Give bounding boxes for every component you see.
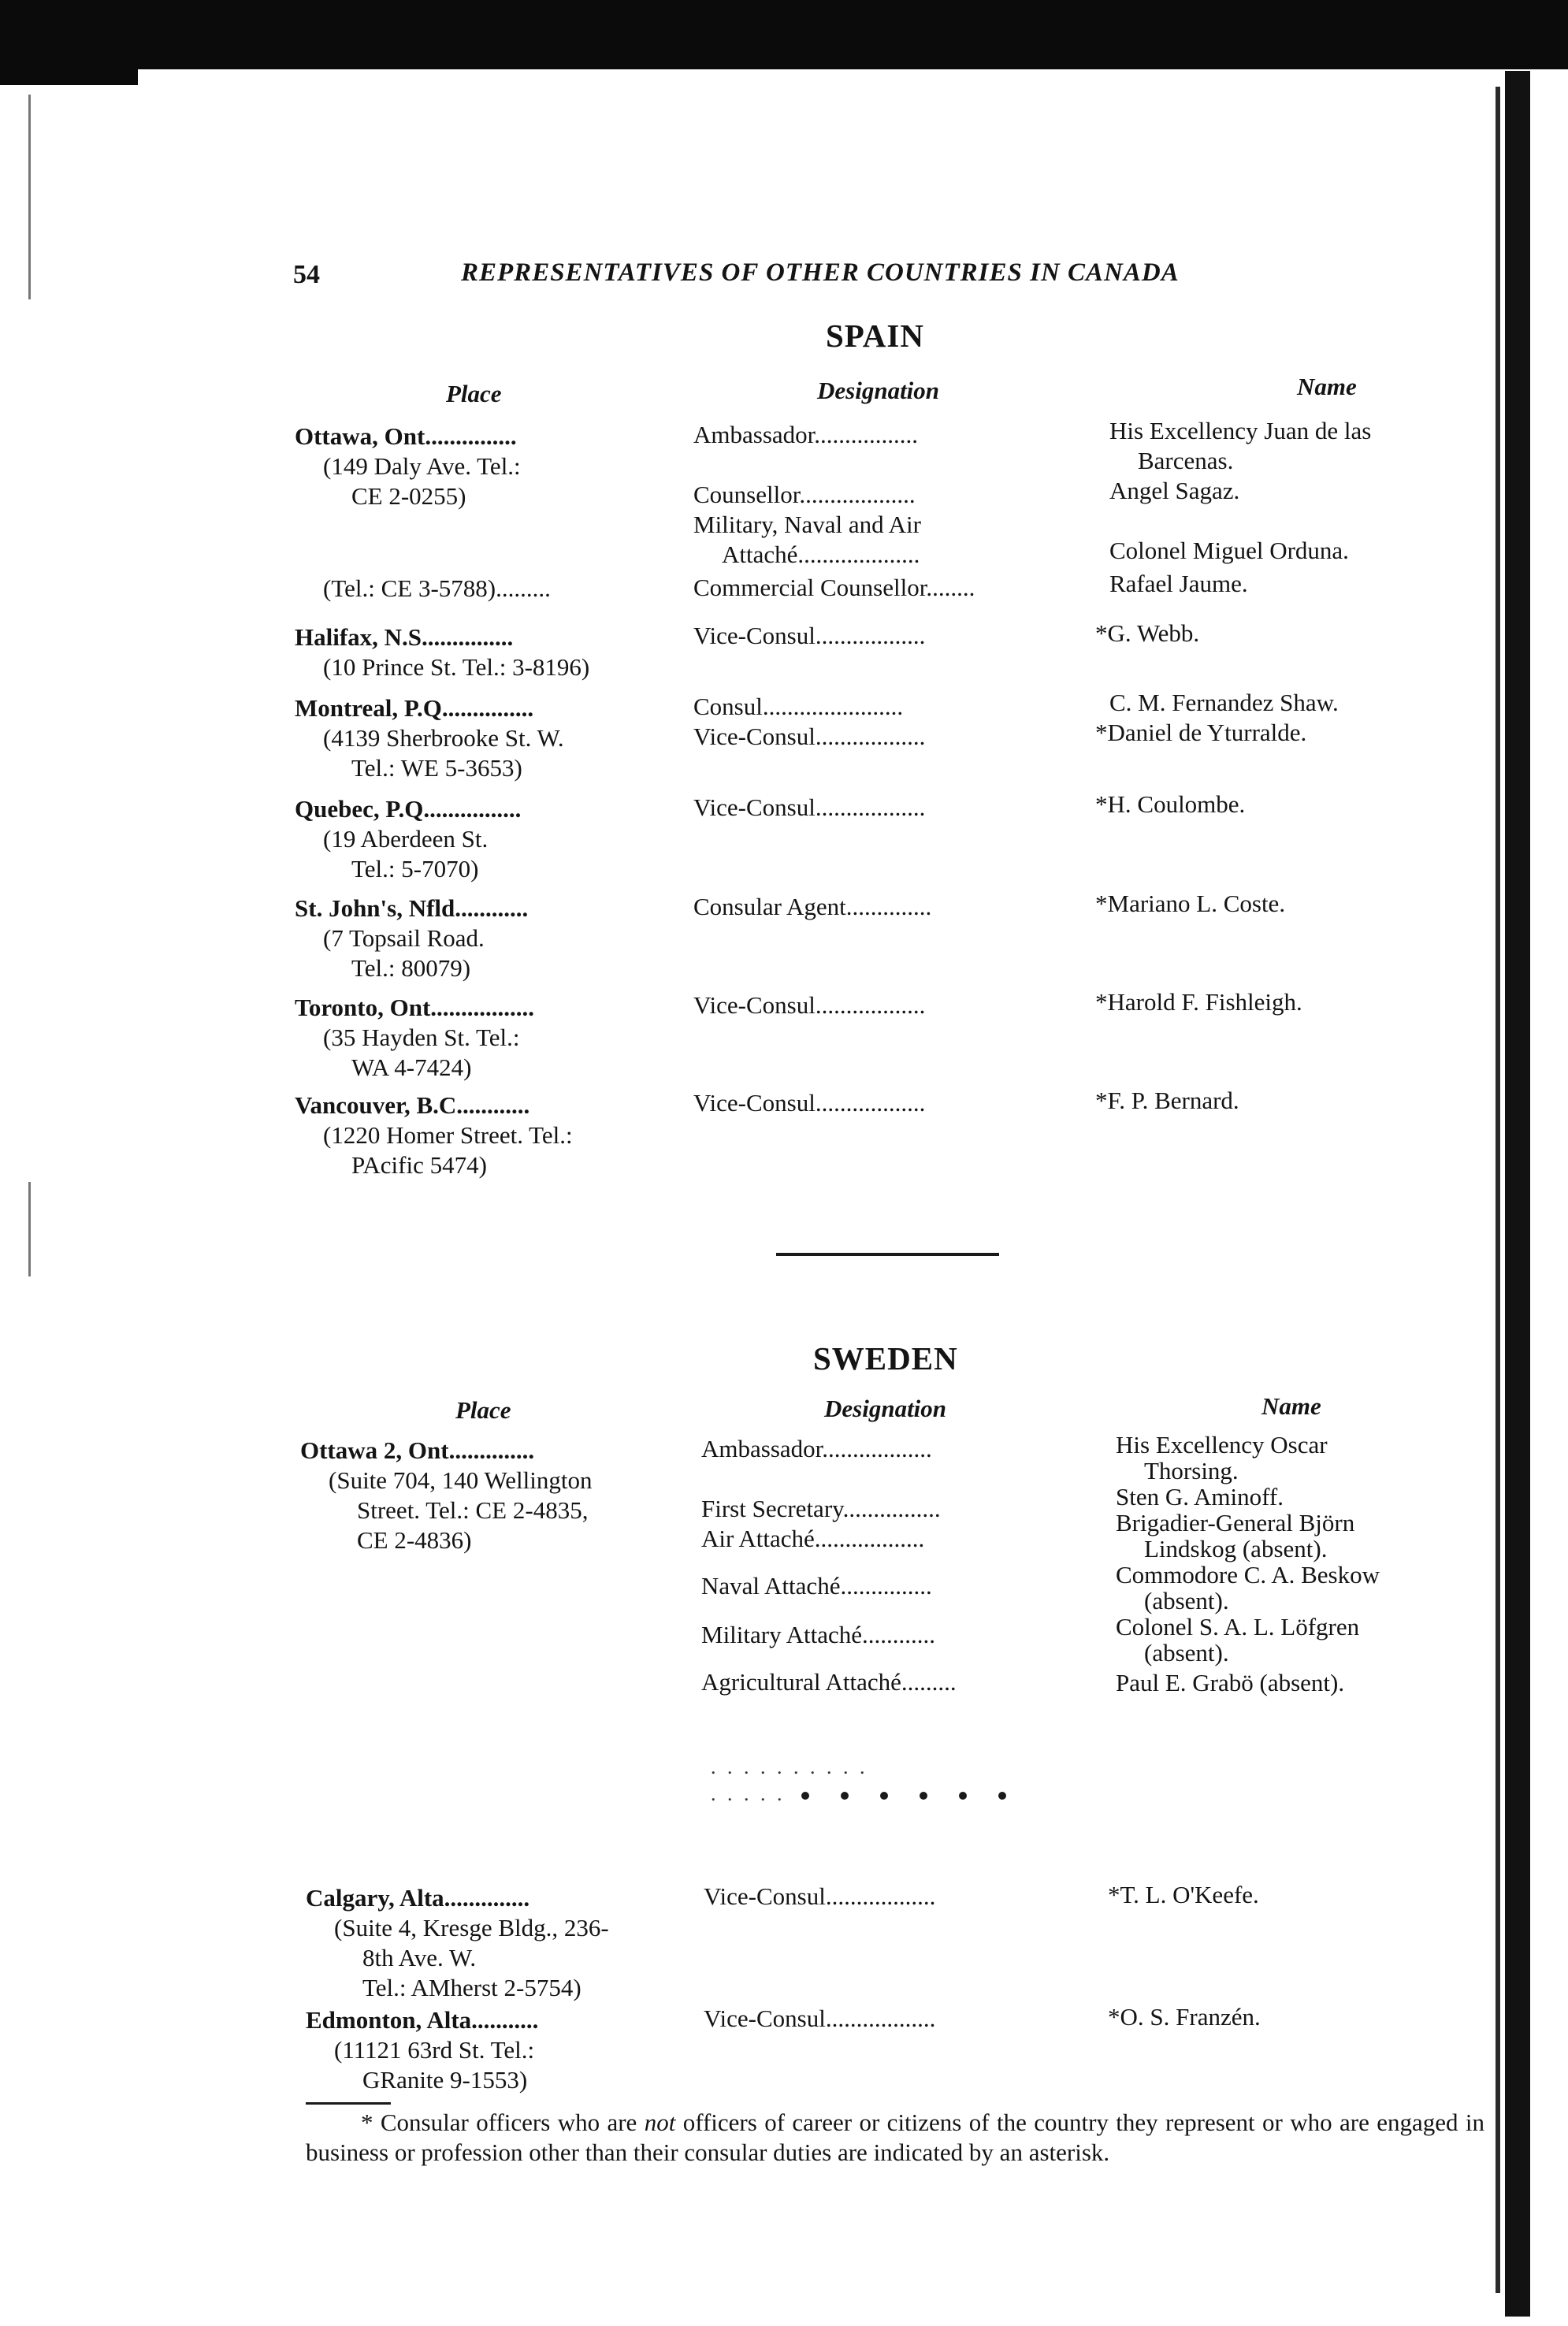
person-name: Sten G. Aminoff.	[1116, 1483, 1284, 1510]
column-head-designation: Designation	[817, 377, 940, 404]
spain-halifax-name: *G. Webb.	[1095, 619, 1200, 647]
person-name: Colonel S. A. L. Löfgren	[1116, 1613, 1360, 1640]
footnote-rule	[306, 2102, 391, 2105]
designation: Attaché....................	[722, 541, 920, 568]
place-address: (7 Topsail Road.	[323, 924, 485, 952]
place-address: (10 Prince St. Tel.: 3-8196)	[323, 653, 590, 681]
spain-ottawa-designations	[693, 420, 921, 570]
footnote-emphasis: not	[644, 2109, 676, 2136]
place-address: Street. Tel.: CE 2-4835,	[357, 1496, 589, 1524]
person-name: Brigadier-General Björn	[1116, 1509, 1355, 1536]
place-address: Tel.: AMherst 2-5754)	[362, 1974, 581, 2001]
designation: Ambassador..................	[701, 1435, 932, 1462]
spain-montreal-names	[1095, 688, 1339, 748]
person-name: Colonel Miguel Orduna.	[1109, 537, 1349, 564]
place-name: Montreal, P.Q...............	[295, 694, 534, 722]
footnote-text: officers of career or citizens of the country they represent or who are engaged in business or profession other than their consular duties are indicated by an asterisk.	[306, 2109, 1485, 2166]
section-title-sweden: SWEDEN	[813, 1340, 958, 1377]
place-address: Tel.: 80079)	[351, 954, 471, 982]
spain-quebec-name: *H. Coulombe.	[1095, 790, 1246, 818]
place-name: Ottawa 2, Ont..............	[300, 1436, 535, 1464]
sweden-calgary-place	[306, 1883, 609, 2003]
place-address: PAcific 5474)	[351, 1151, 487, 1179]
column-head-place: Place	[446, 380, 502, 407]
spain-ottawa-commercial-place	[323, 574, 551, 604]
spain-stjohns-name: *Mariano L. Coste.	[1095, 890, 1286, 917]
spain-vancouver-designation: Vice-Consul..................	[693, 1089, 926, 1117]
place-address: CE 2-0255)	[351, 482, 466, 510]
spain-vancouver-name: *F. P. Bernard.	[1095, 1087, 1239, 1114]
place-address: (Tel.: CE 3-5788).........	[323, 574, 551, 602]
footnote-text: * Consular officers who are	[361, 2109, 645, 2136]
spain-halifax-designation: Vice-Consul..................	[693, 622, 926, 649]
place-address: WA 4-7424)	[351, 1053, 472, 1081]
spain-quebec-place	[295, 794, 521, 884]
place-address: (149 Daly Ave. Tel.:	[323, 452, 521, 480]
person-name: C. M. Fernandez Shaw.	[1109, 689, 1339, 716]
designation: Agricultural Attaché.........	[701, 1668, 957, 1696]
page-number: 54	[293, 260, 320, 289]
place-name: Vancouver, B.C............	[295, 1091, 530, 1119]
spain-ottawa-place	[295, 422, 521, 511]
place-name: Calgary, Alta..............	[306, 1884, 530, 1912]
spain-montreal-designations	[693, 692, 925, 752]
person-name: Commodore C. A. Beskow	[1116, 1561, 1380, 1588]
designation: Consul.......................	[693, 693, 904, 720]
person-name: Paul E. Grabö (absent).	[1116, 1669, 1345, 1696]
spain-ottawa-names	[1109, 416, 1371, 566]
footnote	[306, 2108, 1484, 2168]
place-address: Tel.: WE 5-3653)	[351, 754, 522, 782]
designation: Vice-Consul..................	[693, 723, 926, 750]
spain-halifax-place	[295, 622, 589, 682]
person-name: (absent).	[1144, 1639, 1229, 1666]
designation: Naval Attaché...............	[701, 1572, 932, 1600]
running-title: REPRESENTATIVES OF OTHER COUNTRIES IN CANADA	[461, 258, 1180, 287]
place-address: (19 Aberdeen St.	[323, 825, 489, 853]
sweden-edmonton-designation: Vice-Consul..................	[704, 2005, 936, 2032]
place-address: (4139 Sherbrooke St. W.	[323, 724, 564, 752]
sweden-ottawa-names	[1116, 1432, 1380, 1696]
section-title-spain: SPAIN	[826, 318, 924, 354]
place-address: (11121 63rd St. Tel.:	[334, 2036, 535, 2064]
person-name: Barcenas.	[1138, 447, 1234, 474]
spain-montreal-place	[295, 693, 564, 783]
place-name: St. John's, Nfld............	[295, 894, 529, 922]
place-address: (1220 Homer Street. Tel.:	[323, 1121, 573, 1149]
sweden-edmonton-place	[306, 2005, 538, 2095]
designation: Ambassador.................	[693, 421, 919, 448]
spain-stjohns-place	[295, 894, 528, 983]
sweden-edmonton-name: *O. S. Franzén.	[1108, 2003, 1261, 2031]
ellipsis-dots: . . . . .	[711, 1782, 1022, 1806]
spain-commercial-name: Rafael Jaume.	[1109, 570, 1248, 597]
person-name: *Daniel de Yturralde.	[1095, 719, 1307, 746]
place-address: Tel.: 5-7070)	[351, 855, 479, 882]
designation: Counsellor...................	[693, 481, 916, 508]
spain-commercial-designation: Commercial Counsellor........	[693, 574, 975, 601]
designation: Military Attaché............	[701, 1621, 936, 1648]
place-address: 8th Ave. W.	[362, 1944, 477, 1971]
spain-toronto-name: *Harold F. Fishleigh.	[1095, 988, 1302, 1016]
column-head-name: Name	[1261, 1392, 1321, 1420]
person-name: (absent).	[1144, 1587, 1229, 1614]
sweden-ottawa-place	[300, 1436, 592, 1555]
column-head-name: Name	[1297, 373, 1357, 400]
spain-toronto-place	[295, 993, 534, 1083]
place-name: Edmonton, Alta...........	[306, 2006, 539, 2034]
person-name: Angel Sagaz.	[1109, 477, 1240, 504]
spain-stjohns-designation: Consular Agent..............	[693, 893, 932, 920]
place-address: GRanite 9-1553)	[362, 2066, 528, 2094]
column-head-place: Place	[455, 1396, 511, 1424]
designation: First Secretary................	[701, 1495, 941, 1522]
designation: Air Attaché..................	[701, 1525, 925, 1552]
sweden-ottawa-designations	[701, 1434, 957, 1697]
place-address: (Suite 704, 140 Wellington	[329, 1466, 593, 1494]
sweden-calgary-name: *T. L. O'Keefe.	[1108, 1881, 1259, 1908]
place-address: (35 Hayden St. Tel.:	[323, 1024, 520, 1051]
place-name: Ottawa, Ont...............	[295, 422, 517, 450]
ellipsis-dots: . . . . . . . . . .	[711, 1756, 868, 1778]
sweden-calgary-designation: Vice-Consul..................	[704, 1882, 936, 1910]
spain-toronto-designation: Vice-Consul..................	[693, 991, 926, 1019]
person-name: Thorsing.	[1144, 1457, 1239, 1484]
place-address: CE 2-4836)	[357, 1526, 472, 1554]
spain-quebec-designation: Vice-Consul..................	[693, 793, 926, 821]
person-name: His Excellency Juan de las	[1109, 417, 1372, 444]
designation: Military, Naval and Air	[693, 511, 921, 538]
column-head-designation: Designation	[824, 1395, 947, 1422]
place-name: Toronto, Ont.................	[295, 994, 535, 1021]
place-name: Quebec, P.Q................	[295, 795, 522, 823]
spain-vancouver-place	[295, 1091, 573, 1180]
person-name: Lindskog (absent).	[1144, 1535, 1328, 1562]
place-address: (Suite 4, Kresge Bldg., 236-	[334, 1914, 609, 1941]
place-name: Halifax, N.S...............	[295, 623, 514, 651]
section-divider	[776, 1253, 999, 1256]
person-name: His Excellency Oscar	[1116, 1431, 1328, 1458]
